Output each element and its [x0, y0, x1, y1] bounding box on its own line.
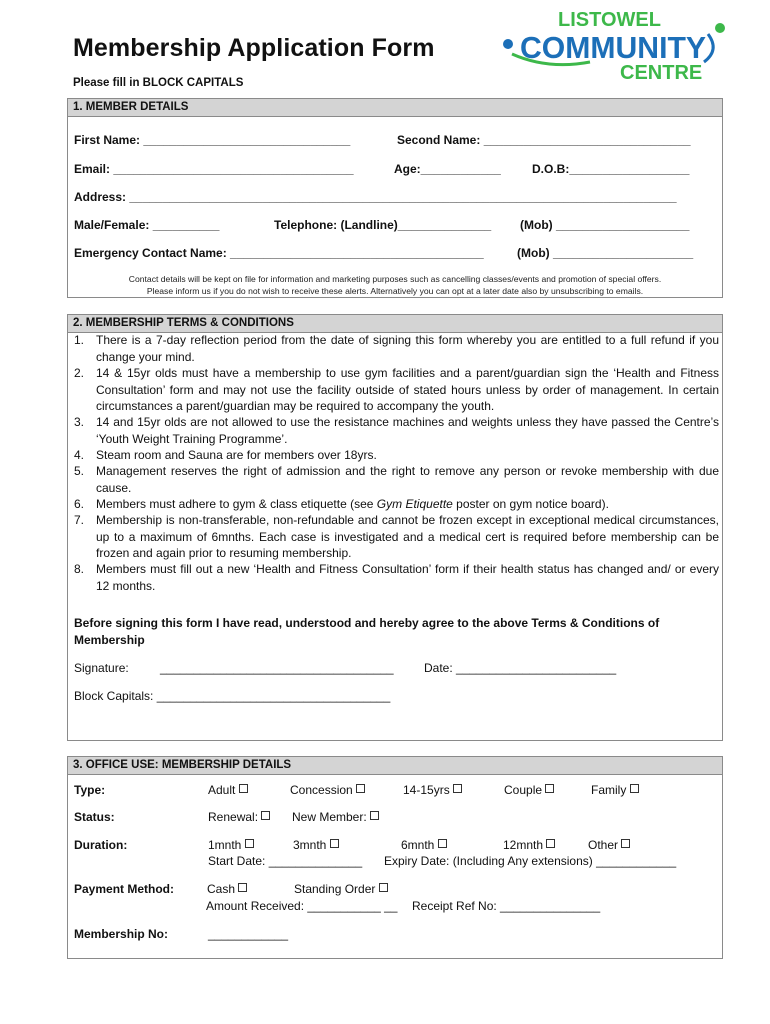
contact-notice-line-2: Please inform us if you do not wish to receive these alerts. Alternatively you can opt at a later date also by unsubscribing to emails. [146, 286, 644, 296]
age-field[interactable]: Age:____________ [394, 162, 501, 176]
term-text: 14 and 15yr olds are not allowed to use the resistance machines and weights unless they have passed the Centre’s ‘Youth Weight Training Programme’. [96, 415, 719, 446]
term-number: 4. [74, 448, 85, 462]
duration-option-3mnth[interactable]: 3mnth [293, 838, 339, 852]
terms-heading: 2. MEMBERSHIP TERMS & CONDITIONS [68, 315, 722, 333]
checkbox-icon[interactable] [330, 839, 339, 848]
membership-no-field[interactable]: ____________ [208, 927, 289, 941]
term-text: Membership is non-transferable, non-refundable and cannot be frozen except in exceptional medical circumstances, up to a maximum of 6mnths. Each case is investigated and a medical cert is required before membership can be frozen and again prior to resuming membership. [96, 513, 719, 560]
payment-option-standing-order[interactable]: Standing Order [294, 882, 388, 896]
checkbox-icon[interactable] [630, 784, 639, 793]
term-text: Management reserves the right of admission and the right to remove any person or revoke membership with due cause. [96, 464, 719, 495]
checkbox-icon[interactable] [453, 784, 462, 793]
logo-line-3: CENTRE [620, 62, 703, 84]
term-number: 3. [74, 415, 85, 429]
term-item [74, 414, 719, 447]
type-option-family[interactable]: Family [591, 783, 639, 797]
gender-field[interactable]: Male/Female: __________ [74, 218, 220, 232]
signature-field[interactable]: ___________________________________ [160, 661, 394, 675]
mobile-field[interactable]: (Mob) ____________________ [520, 218, 690, 232]
checkbox-icon[interactable] [245, 839, 254, 848]
term-text-part: Members must adhere to gym & class etiquette (see [96, 497, 377, 511]
duration-option-other[interactable]: Other [588, 838, 630, 852]
expiry-date-field[interactable]: Expiry Date: (Including Any extensions) ____________ [384, 854, 677, 868]
amount-received-field[interactable]: Amount Received: ___________ __ [206, 899, 398, 913]
emergency-contact-field[interactable]: Emergency Contact Name: ______________________________________ [74, 246, 484, 260]
status-label: Status: [74, 810, 115, 824]
receipt-ref-field[interactable]: Receipt Ref No: _______________ [412, 899, 601, 913]
date-field[interactable]: Date: ________________________ [424, 661, 617, 675]
contact-notice-line-1: Contact details will be kept on file for information and marketing purposes such as cancelling classes/events and promotion of special offers. [128, 274, 662, 284]
term-number: 8. [74, 562, 85, 576]
term-text-part: poster on gym notice board). [452, 497, 609, 511]
start-date-field[interactable]: Start Date: ______________ [208, 854, 363, 868]
first-name-field[interactable]: First Name: _______________________________ [74, 133, 351, 147]
second-name-field[interactable]: Second Name: _______________________________ [397, 133, 691, 147]
term-number: 2. [74, 366, 85, 380]
payment-option-cash[interactable]: Cash [207, 882, 247, 896]
checkbox-icon[interactable] [438, 839, 447, 848]
emergency-mobile-field[interactable]: (Mob) _____________________ [517, 246, 694, 260]
logo-line-1: LISTOWEL [558, 9, 661, 31]
status-option-renewal[interactable]: Renewal: [208, 810, 270, 824]
membership-no-label: Membership No: [74, 927, 169, 941]
checkbox-icon[interactable] [238, 883, 247, 892]
term-item [74, 561, 719, 594]
landline-field[interactable]: Telephone: (Landline)______________ [274, 218, 492, 232]
logo-line-2: COMMUNITY [520, 30, 707, 65]
agreement-statement: Before signing this form I have read, understood and hereby agree to the above Terms & Conditions of Membership [74, 616, 660, 647]
checkbox-icon[interactable] [621, 839, 630, 848]
duration-label: Duration: [74, 838, 128, 852]
duration-option-12mnth[interactable]: 12mnth [503, 838, 555, 852]
block-capitals-field[interactable]: Block Capitals: ___________________________________ [74, 689, 391, 703]
term-number: 7. [74, 513, 85, 527]
term-text: 14 & 15yr olds must have a membership to use gym facilities and a parent/guardian sign the ‘Health and Fitness Consultation’ form and may not use the facility outside of stated hours unless by order of management. In certain circumstances a parent/guardian may be required to accompany the youth. [96, 366, 719, 413]
checkbox-icon[interactable] [356, 784, 365, 793]
term-number: 5. [74, 464, 85, 478]
duration-option-1mnth[interactable]: 1mnth [208, 838, 254, 852]
type-option-couple[interactable]: Couple [504, 783, 554, 797]
payment-method-label: Payment Method: [74, 882, 175, 896]
gym-etiquette-reference: Gym Etiquette [376, 497, 453, 511]
term-text [96, 496, 719, 513]
type-option-14-15yrs[interactable]: 14-15yrs [403, 783, 462, 797]
checkbox-icon[interactable] [370, 811, 379, 820]
page-title: Membership Application Form [73, 34, 435, 62]
term-item [74, 447, 719, 464]
checkbox-icon[interactable] [545, 784, 554, 793]
listowel-community-centre-logo [498, 6, 730, 84]
term-number: 6. [74, 497, 85, 511]
term-item [74, 512, 719, 562]
type-label: Type: [74, 783, 106, 797]
term-item [74, 463, 719, 496]
email-field[interactable]: Email: ____________________________________ [74, 162, 354, 176]
signature-label: Signature: [74, 661, 129, 675]
term-item [74, 365, 719, 415]
term-text: Steam room and Sauna are for members over 18yrs. [96, 448, 377, 462]
office-use-heading: 3. OFFICE USE: MEMBERSHIP DETAILS [68, 757, 722, 775]
office-use-section [67, 756, 723, 959]
terms-section [67, 314, 723, 741]
dob-field[interactable]: D.O.B:__________________ [532, 162, 690, 176]
checkbox-icon[interactable] [239, 784, 248, 793]
checkbox-icon[interactable] [546, 839, 555, 848]
form-instructions: Please fill in BLOCK CAPITALS [73, 77, 244, 89]
member-details-heading: 1. MEMBER DETAILS [68, 99, 722, 117]
type-option-adult[interactable]: Adult [208, 783, 248, 797]
address-field[interactable]: Address: __________________________________________________________________________________ [74, 190, 677, 204]
term-text: Members must fill out a new ‘Health and Fitness Consultation’ form if their health status has changed and/ or every 12 months. [96, 562, 719, 593]
term-number: 1. [74, 333, 85, 347]
term-item [74, 496, 719, 513]
type-option-concession[interactable]: Concession [290, 783, 365, 797]
checkbox-icon[interactable] [379, 883, 388, 892]
status-option-new-member[interactable]: New Member: [292, 810, 379, 824]
term-item [74, 332, 719, 365]
duration-option-6mnth[interactable]: 6mnth [401, 838, 447, 852]
member-details-section [67, 98, 723, 298]
checkbox-icon[interactable] [261, 811, 270, 820]
term-text: There is a 7-day reflection period from the date of signing this form whereby you are entitled to a full refund if you change your mind. [96, 333, 719, 364]
